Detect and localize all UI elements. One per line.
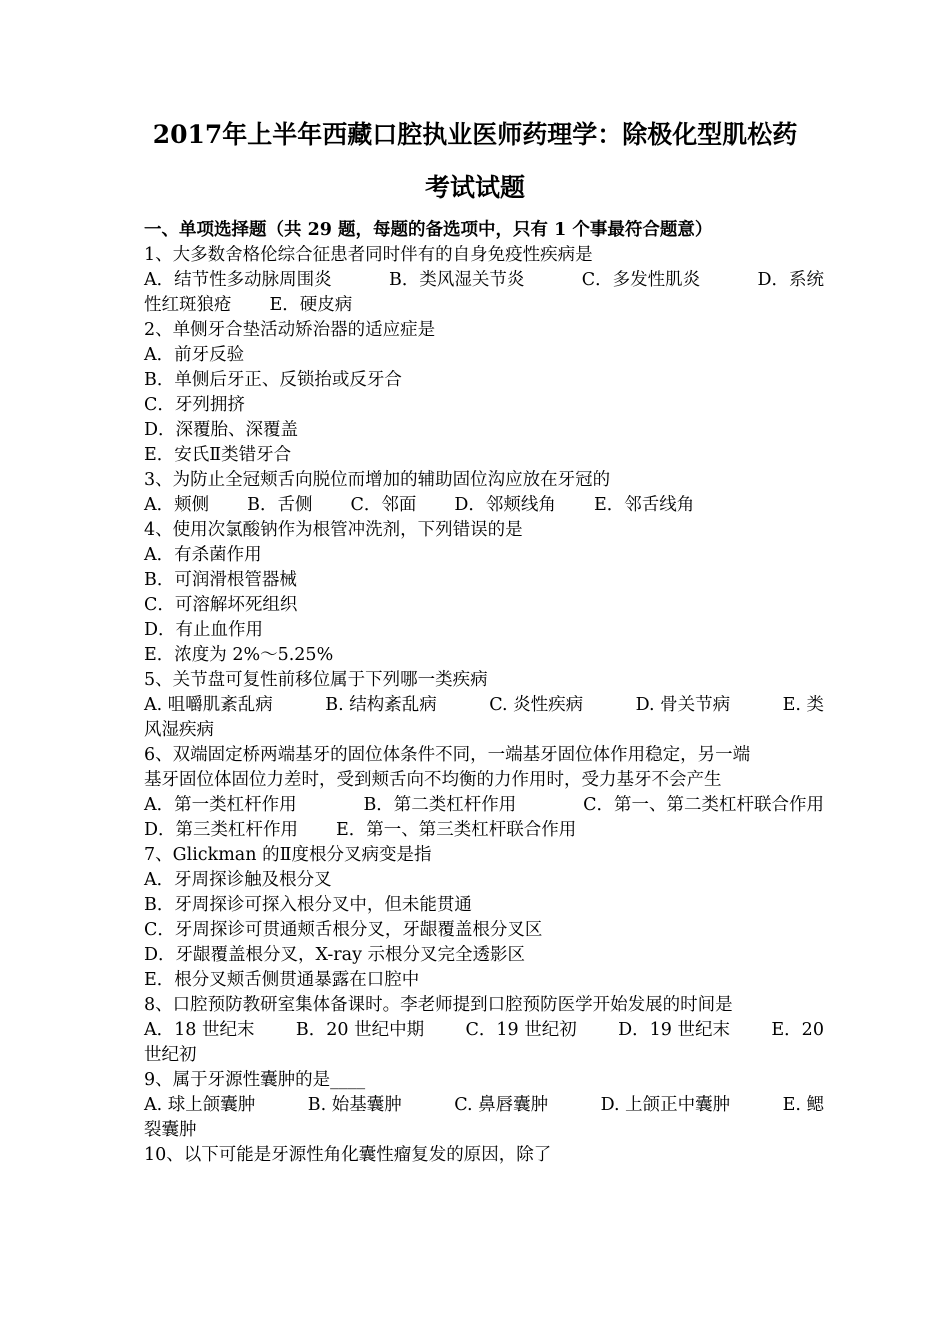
question-9-options — [144, 1093, 824, 1117]
option-d: D．19 世纪末 — [618, 1020, 730, 1040]
option-c: C．邻面 — [350, 495, 417, 515]
option-e: E．邻舌线角 — [593, 495, 695, 515]
option-b: B．20 世纪中期 — [295, 1020, 425, 1040]
question-10-stem: 10、以下可能是牙源性角化囊性瘤复发的原因，除了 — [144, 1145, 552, 1165]
document-title-line-2: 考试试题 — [424, 173, 525, 202]
option-c: C．19 世纪初 — [465, 1020, 577, 1040]
question-7-stem: 7、Glickman 的Ⅱ度根分叉病变是指 — [144, 845, 432, 865]
option-c: C. 炎性疾病 — [489, 695, 584, 715]
option-e: E．安氏Ⅱ类错牙合 — [144, 445, 292, 465]
question-8-options — [144, 1018, 824, 1042]
option-b: B．第二类杠杆作用 — [363, 795, 517, 815]
option-c: C. 鼻唇囊肿 — [454, 1095, 549, 1115]
option-b: B．牙周探诊可探入根分叉中，但未能贯通 — [144, 895, 472, 915]
option-d: D．深覆胎、深覆盖 — [144, 420, 299, 440]
question-5-options — [144, 693, 824, 717]
question-1-options — [144, 268, 824, 292]
option-d: D. 上颌正中囊肿 — [600, 1095, 731, 1115]
option-a: A. 球上颌囊肿 — [144, 1095, 256, 1115]
option-d: D．牙龈覆盖根分叉，X-ray 示根分叉完全透影区 — [144, 945, 526, 965]
option-d: D．第三类杠杆作用 — [144, 820, 299, 840]
option-c: C．第一、第二类杠杆联合作用 — [583, 795, 824, 815]
option-c: C．牙周探诊可贯通颊舌根分叉，牙龈覆盖根分叉区 — [144, 920, 543, 940]
option-a: A．第一类杠杆作用 — [144, 795, 297, 815]
option-e: E．浓度为 2%～5.25% — [144, 645, 334, 665]
question-3-stem: 3、为防止全冠颊舌向脱位而增加的辅助固位沟应放在牙冠的 — [144, 470, 611, 490]
document-title-line-1: 2017年上半年西藏口腔执业医师药理学：除极化型肌松药 — [152, 120, 798, 149]
option-e: E．硬皮病 — [269, 295, 353, 315]
option-c: C．牙列拥挤 — [144, 395, 245, 415]
question-4-stem: 4、使用次氯酸钠作为根管冲洗剂，下列错误的是 — [144, 520, 523, 540]
option-b: B. 结构紊乱病 — [325, 695, 437, 715]
question-6-options — [144, 793, 824, 817]
option-d: D. 骨关节病 — [635, 695, 731, 715]
question-9-stem: 9、属于牙源性囊肿的是____ — [144, 1070, 366, 1090]
question-1-stem: 1、大多数舍格伦综合征患者同时伴有的自身免疫性疾病是 — [144, 245, 593, 265]
option-e-wrap: 世纪初 — [144, 1045, 197, 1065]
section-heading: 一、单项选择题（共 29 题，每题的备选项中，只有 1 个事最符合题意） — [144, 220, 713, 240]
option-b: B．单侧后牙正、反锁抬或反牙合 — [144, 370, 402, 390]
question-6-stem-cont: 基牙固位体固位力差时，受到颊舌向不均衡的力作用时，受力基牙不会产生 — [144, 770, 722, 790]
option-b: B．可润滑根管器械 — [144, 570, 297, 590]
option-d: D．有止血作用 — [144, 620, 264, 640]
option-b: B. 始基囊肿 — [307, 1095, 402, 1115]
question-1-options-wrap — [144, 293, 824, 317]
option-c: C．多发性肌炎 — [581, 270, 701, 290]
option-e: E. 鳃 — [782, 1095, 824, 1115]
option-a: A．牙周探诊触及根分叉 — [144, 870, 332, 890]
question-6-options-wrap — [144, 818, 824, 842]
option-d-wrap: 性红斑狼疮 — [144, 295, 232, 315]
option-d: D．邻颊线角 — [454, 495, 556, 515]
option-e: E．第一、第三类杠杆联合作用 — [336, 820, 577, 840]
option-a: A．结节性多动脉周围炎 — [144, 270, 332, 290]
option-b: B．类风湿关节炎 — [388, 270, 525, 290]
question-3-options — [144, 493, 824, 517]
option-e-wrap: 裂囊肿 — [144, 1120, 197, 1140]
option-e: E. 类 — [782, 695, 824, 715]
option-a: A．颊侧 — [144, 495, 210, 515]
option-d: D．系统 — [757, 270, 824, 290]
option-e: E．20 — [771, 1020, 824, 1040]
option-a: A. 咀嚼肌紊乱病 — [144, 695, 273, 715]
option-e-wrap: 风湿疾病 — [144, 720, 214, 740]
option-b: B．舌侧 — [247, 495, 313, 515]
option-a: A．18 世纪末 — [144, 1020, 255, 1040]
question-8-stem: 8、口腔预防教研室集体备课时。李老师提到口腔预防医学开始发展的时间是 — [144, 995, 733, 1015]
option-a: A．有杀菌作用 — [144, 545, 262, 565]
option-c: C．可溶解坏死组织 — [144, 595, 298, 615]
question-6-stem: 6、双端固定桥两端基牙的固位体条件不同，一端基牙固位体作用稳定，另一端 — [144, 745, 751, 765]
option-e: E．根分叉颊舌侧贯通暴露在口腔中 — [144, 970, 420, 990]
question-5-stem: 5、关节盘可复性前移位属于下列哪一类疾病 — [144, 670, 488, 690]
option-a: A．前牙反验 — [144, 345, 245, 365]
question-2-stem: 2、单侧牙合垫活动矫治器的适应症是 — [144, 320, 436, 340]
